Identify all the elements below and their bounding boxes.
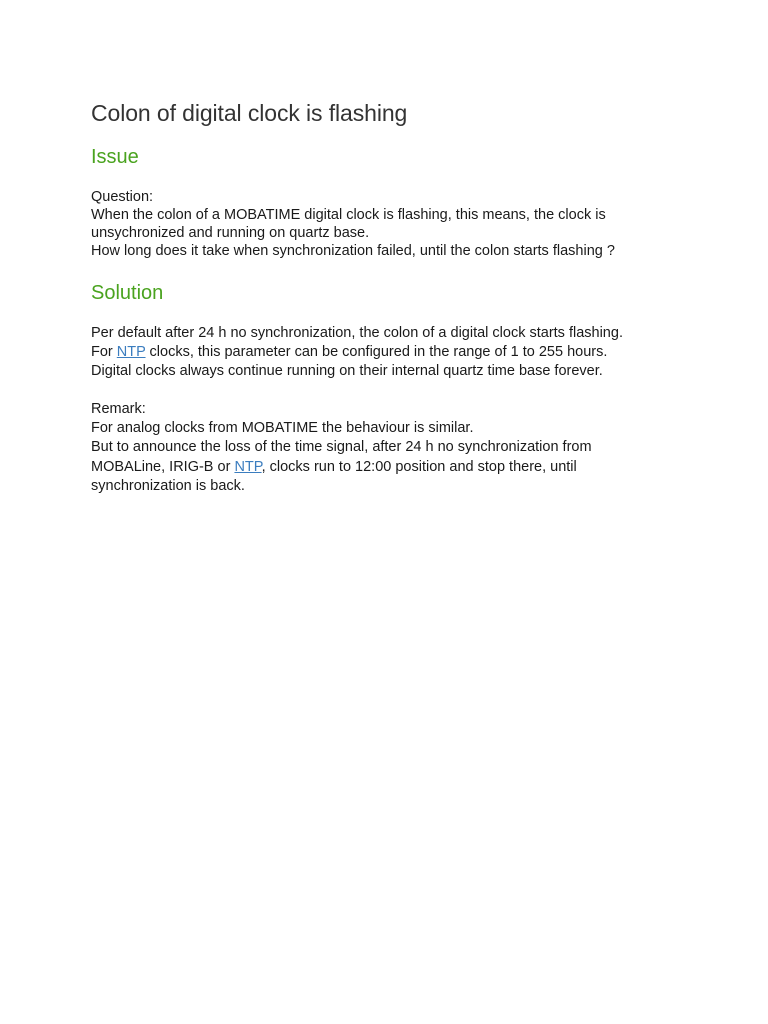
question-label: Question: <box>91 189 154 205</box>
solution-body <box>91 324 711 381</box>
remark-line-3-prefix: MOBALine, IRIG-B or <box>91 458 235 475</box>
solution-line-2-suffix: clocks, this parameter can be configured in the range of 1 to 255 hours. <box>145 344 608 360</box>
remark-line-2: But to announce the loss of the time signal, after 24 h no synchronization from <box>91 439 592 456</box>
issue-body <box>91 188 711 260</box>
solution-line-3: Digital clocks always continue running on their internal quartz time base forever. <box>91 363 603 379</box>
remark-line-1: For analog clocks from MOBATIME the behaviour is similar. <box>91 420 474 437</box>
issue-heading: Issue <box>91 146 139 168</box>
remark-line-3 <box>91 458 711 477</box>
ntp-link-remark[interactable]: NTP <box>234 458 262 475</box>
issue-line-2: unsychronized and running on quartz base. <box>91 225 370 241</box>
solution-line-1: Per default after 24 h no synchronization, the colon of a digital clock starts flashing. <box>91 325 623 341</box>
solution-line-2-prefix: For <box>91 344 117 360</box>
remark-label: Remark: <box>91 401 146 417</box>
page-title: Colon of digital clock is flashing <box>91 100 408 126</box>
issue-line-3: How long does it take when synchronization failed, until the colon starts flashing ? <box>91 243 615 259</box>
issue-line-1: When the colon of a MOBATIME digital clock is flashing, this means, the clock is <box>91 207 606 223</box>
ntp-link[interactable]: NTP <box>116 344 146 360</box>
remark-line-3-suffix: , clocks run to 12:00 position and stop there, until <box>261 458 577 475</box>
remark-line-4: synchronization is back. <box>91 477 245 494</box>
solution-line-2 <box>91 343 711 362</box>
solution-heading: Solution <box>91 282 164 304</box>
document-page <box>91 98 711 496</box>
remark-body <box>91 400 711 496</box>
